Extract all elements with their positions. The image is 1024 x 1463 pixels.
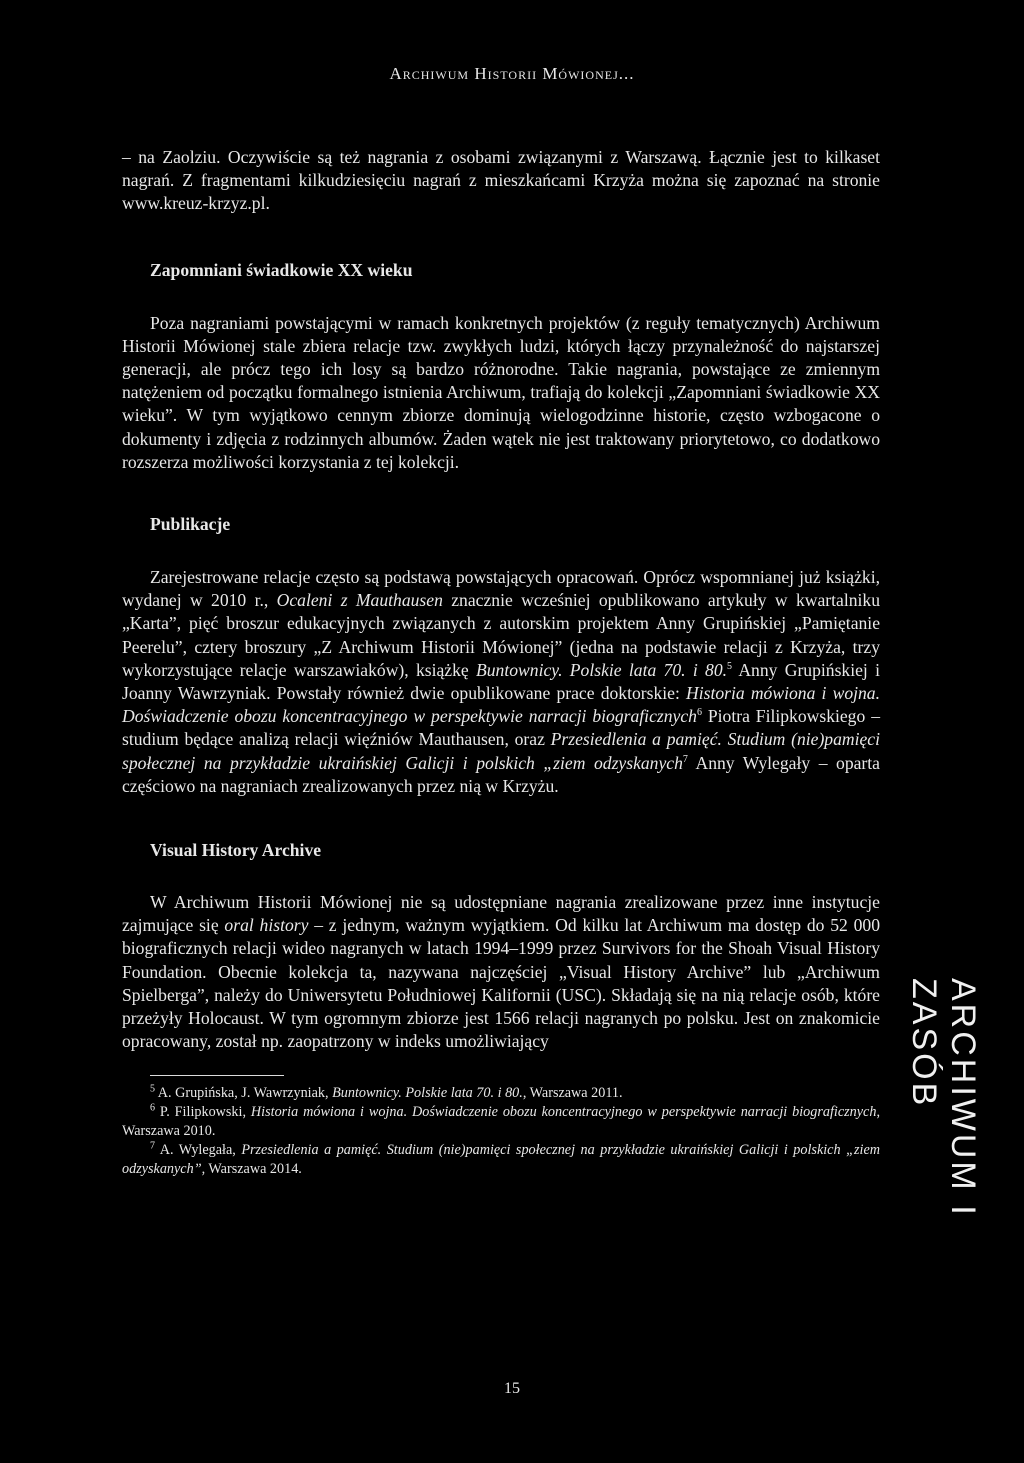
text-run: Piotra Filipkowskiego – studium będące analizą relacji więźniów Mauthausen, oraz	[122, 706, 880, 750]
publikacje-paragraph	[122, 566, 880, 798]
footnote-5	[122, 1084, 880, 1103]
zapomniani-paragraph: Poza nagraniami powstającymi w ramach konkretnych projektów (z reguły tematycznych) Archiwum Historii Mówionej stale zbiera relacje tzw. zwykłych ludzi, których łączy przynależność do najstarszej generacji, ale prócz tego ich losy są bardzo różnorodne. Takie nagrania, powstające ze zmiennym natężeniem od początku formalnego istnienia Archiwum, trafiają do kolekcji „Zapomniani świadkowie XX wieku”. W tym wyjątkowo cennym zbiorze dominują wielogodzinne historie, często wzbogacone o dokumenty i zdjęcia z rodzinnych albumów. Żaden wątek nie jest traktowany priorytetowo, co dodatkowo rozszerza możliwości korzystania z tej kolekcji.	[122, 312, 880, 472]
term: oral history	[224, 915, 309, 936]
book-title: Przesiedlenia a pamięć. Studium (nie)pamięci społecznej na przykładzie ukraińskiej Galicji i polskich „ziem odzyskanych”	[122, 1142, 880, 1178]
intro-paragraph: – na Zaolziu. Oczywiście są też nagrania z osobami związanymi z Warszawą. Łącznie jest to kilkaset nagrań. Z fragmentami kilkudziesięciu nagrań z mieszkańcami Krzyża można się zapoznać na stronie www.kreuz-krzyz.pl.	[122, 147, 880, 214]
running-header: Archiwum Historii Mówionej...	[389, 64, 635, 83]
heading-publikacje: Publikacje	[150, 514, 231, 535]
text-run: Zarejestrowane relacje często są podstawą powstających opracowań. Oprócz wspomnianej już książki, wydanej w 2010 r.,	[122, 567, 880, 611]
page-number: 15	[504, 1380, 520, 1397]
chapter-side-title: ARCHIWUM I ZASÓB	[905, 978, 982, 1218]
footnote-ref[interactable]: 7	[682, 753, 688, 765]
book-title: Ocaleni z Mauthausen	[276, 590, 443, 611]
text-run: , Warszawa 2010.	[122, 1104, 880, 1140]
text-run: , Warszawa 2014.	[201, 1161, 302, 1178]
text-run: P. Filipkowski,	[155, 1104, 251, 1121]
text-run: A. Grupińska, J. Wawrzyniak,	[155, 1085, 333, 1102]
footnote-number: 7	[150, 1140, 155, 1152]
text-run: Anny Grupińskiej i Joanny Wawrzyniak. Powstały również dwie opublikowane prace doktorskie:	[122, 659, 880, 704]
heading-zapomniani: Zapomniani świadkowie XX wieku	[150, 259, 413, 280]
page-body	[122, 146, 880, 1179]
thesis-title: Historia mówiona i wojna. Doświadczenie obozu koncentracyjnego w perspektywie narracji biograficznych	[122, 683, 881, 727]
book-title: Buntownicy. Polskie lata 70. i 80.	[332, 1085, 523, 1102]
heading-vha: Visual History Archive	[150, 840, 322, 861]
footnote-6	[122, 1103, 880, 1141]
footnote-number: 6	[150, 1102, 155, 1114]
text-run: , Warszawa 2011.	[522, 1085, 623, 1102]
footnote-number: 5	[150, 1083, 155, 1095]
book-title: Historia mówiona i wojna. Doświadczenie obozu koncentracyjnego w perspektywie narracji biograficznych	[250, 1104, 877, 1121]
vha-paragraph	[122, 891, 880, 1053]
thesis-title: Przesiedlenia a pamięć. Studium (nie)pamięci społecznej na przykładzie ukraińskiej Galicji i polskich „ziem odzyskanych	[122, 729, 880, 773]
text-run: Anny Wylegały – oparta częściowo na nagraniach zrealizowanych przez nią w Krzyżu.	[122, 752, 880, 796]
book-title: Buntownicy. Polskie lata 70. i 80.	[476, 659, 728, 680]
footnote-divider	[150, 1075, 284, 1076]
text-run: A. Wylegała,	[155, 1142, 242, 1159]
footnote-ref[interactable]: 6	[696, 707, 702, 719]
text-run: znacznie wcześniej opublikowano artykuły w kwartalniku „Karta”, pięć broszur edukacyjnych związanych z autorskim projektem Anny Grupińskiej „Pamiętanie Peerelu”, cztery broszury „Z Archiwum Historii Mówionej” (jedna na podstawie relacji z Krzyża, trzy wykorzystujące relacje warszawiaków), książkę	[122, 590, 880, 680]
footnote-ref[interactable]: 5	[727, 660, 733, 672]
text-run: – z jednym, ważnym wyjątkiem. Od kilku lat Archiwum ma dostęp do 52 000 biograficznych relacji wideo nagranych w latach 1994–1999 przez Survivors for the Shoah Visual History Foundation. Obecnie kolekcja ta, nazywana najczęściej „Visual History Archive” lub „Archiwum Spielberga”, należy do Uniwersytetu Południowej Kalifornii (USC). Składają się na nią relacje osób, które przeżyły Holocaust. W tym ogromnym zbiorze jest 1566 relacji nagranych po polsku. Jest on znakomicie opracowany, został np. zaopatrzony w indeks umożliwiający	[122, 915, 880, 1052]
footnote-7	[122, 1141, 880, 1179]
text-run: W Archiwum Historii Mówionej nie są udostępniane nagrania zrealizowane przez inne instytucje zajmujące się	[122, 892, 880, 936]
